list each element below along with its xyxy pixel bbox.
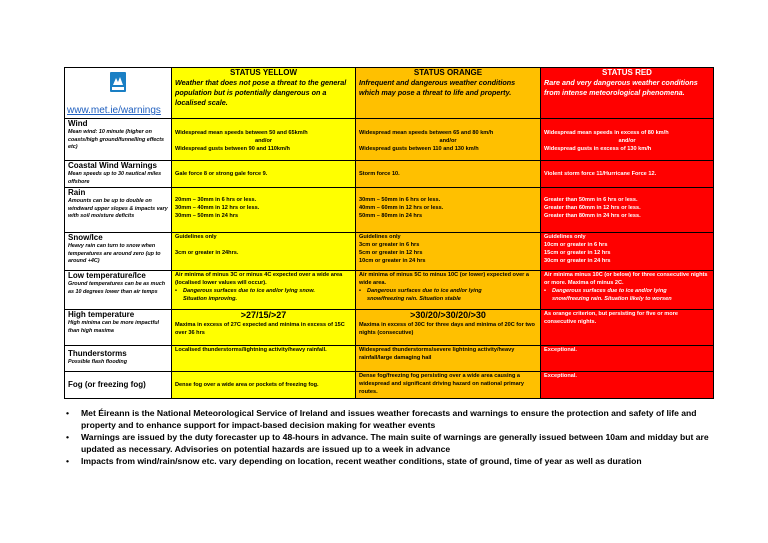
criteria-line: Widespread mean speeds between 65 and 80 km/h (359, 130, 494, 136)
wind-category (65, 119, 172, 161)
criteria-line: Gale force 8 or strong gale force 9. (175, 171, 268, 177)
fog-row (65, 372, 714, 399)
hightemp-red (541, 310, 714, 346)
snow-orange (356, 233, 541, 271)
header-orange (356, 68, 541, 119)
criteria-line: Greater than 80mm in 24 hrs or less. (544, 213, 641, 219)
criteria-line: and/or (618, 138, 636, 144)
criteria-line: 5cm or greater in 12 hrs (359, 250, 423, 256)
rain-orange (356, 188, 541, 233)
logo-cell (65, 68, 172, 119)
wind-row (65, 119, 714, 161)
criteria-line: Air minima of minus 3C or minus 4C expected over a wide area (localised lower values will occur). (175, 272, 343, 286)
category-title: Thunderstorms (68, 349, 127, 358)
rain-category (65, 188, 172, 233)
criteria-line: Widespread mean speeds in excess of 80 km/h (544, 130, 669, 136)
criteria-line: 10cm or greater in 6 hrs (544, 242, 608, 248)
status-red-desc: Rare and very dangerous weather conditions from intense meteorological phenomena. (544, 78, 698, 97)
criteria-line: Widespread gusts in excess of 130 km/h (544, 146, 652, 152)
category-subtitle: Heavy rain can turn to snow when temperatures are around zero (up to around +4C) (68, 243, 161, 264)
category-title: Low temperature/Ice (68, 271, 146, 280)
wind-yellow (172, 119, 356, 161)
thunder-red (541, 346, 714, 372)
fog-yellow (172, 372, 356, 399)
hightemp-row (65, 310, 714, 346)
criteria-line: 3cm or greater in 6 hrs (359, 242, 420, 248)
threshold-figure: >27/15/>27 (240, 310, 287, 320)
category-subtitle: Mean wind: 10 minute (higher on coasts/high ground/funnelling effects etc) (68, 129, 165, 150)
criteria-line: Dense fog/freezing fog persisting over a wide area causing a widespread and significant driving hazard on national primary routes. (359, 373, 525, 395)
threshold-figure: >30/20/>30/20/>30 (410, 310, 486, 320)
lowtemp-red (541, 271, 714, 310)
criteria-line: Widespread mean speeds between 50 and 65km/h (175, 130, 308, 136)
criteria-line: Widespread gusts between 90 and 110km/h (175, 146, 290, 152)
criteria-line: Air minima minus 10C (or below) for three consecutive nights or more. Maxima of minus 2C. (544, 272, 708, 286)
lowtemp-row (65, 271, 714, 310)
thunder-yellow (172, 346, 356, 372)
thunder-row (65, 346, 714, 372)
lowtemp-category (65, 271, 172, 310)
fog-category (65, 372, 172, 399)
criteria-line: Localised thunderstorms/lightning activity/heavy rainfall. (175, 347, 327, 353)
thunder-category (65, 346, 172, 372)
criteria-bullet-cont: Situation improving. (183, 296, 238, 302)
criteria-bullet-cont: snow/freezing rain. Situation likely to worsen (552, 296, 672, 302)
criteria-line: 50mm – 80mm in 24 hrs (359, 213, 423, 219)
snow-red (541, 233, 714, 271)
fog-red (541, 372, 714, 399)
criteria-line: 30mm – 40mm in 12 hrs or less. (175, 205, 260, 211)
category-title: Snow/Ice (68, 233, 103, 242)
criteria-line: Exceptional. (544, 347, 577, 353)
coastal-orange (356, 161, 541, 188)
status-red-title: STATUS RED (602, 68, 652, 77)
criteria-line: Guidelines only (544, 234, 586, 240)
met-eireann-logo-icon (109, 71, 127, 93)
category-title: Rain (68, 188, 86, 197)
criteria-line: Violent storm force 11/Hurricane Force 12. (544, 171, 657, 177)
criteria-line: Greater than 60mm in 12 hrs or less. (544, 205, 641, 211)
criteria-line: Air minima of minus 5C to minus 10C (or lower) expected over a wide area. (359, 272, 530, 286)
criteria-line: Widespread gusts between 110 and 130 km/h (359, 146, 479, 152)
criteria-line: and/or (439, 138, 457, 144)
criteria-line: Storm force 10. (359, 171, 400, 177)
criteria-line: Guidelines only (359, 234, 401, 240)
criteria-line: 40mm – 60mm in 12 hrs or less. (359, 205, 444, 211)
category-subtitle: Ground temperatures can be as much as 10 degrees lower than air temps (68, 281, 166, 295)
coastal-category (65, 161, 172, 188)
hightemp-orange (356, 310, 541, 346)
criteria-line: Dense fog over a wide area or pockets of freezing fog. (175, 382, 319, 388)
criteria-line: 30mm – 50mm in 24 hrs (175, 213, 239, 219)
criteria-line: 30mm – 50mm in 6 hrs or less. (359, 197, 441, 203)
status-yellow-desc: Weather that does not pose a threat to the general population but is potentially dangerous on a localised scale. (175, 78, 347, 107)
criteria-line: Greater than 50mm in 6 hrs or less. (544, 197, 638, 203)
criteria-bullet: • Dangerous surfaces due to ice and/or lying (359, 287, 537, 295)
lowtemp-yellow (172, 271, 356, 310)
wind-orange (356, 119, 541, 161)
criteria-line: As orange criterion, but persisting for five or more consecutive nights. (544, 311, 678, 325)
met-warnings-link[interactable]: www.met.ie/warnings (67, 105, 161, 116)
criteria-line: 3cm or greater in 24hrs. (175, 250, 239, 256)
criteria-bullet: • Dangerous surfaces due to ice and/or lying (544, 287, 710, 295)
criteria-line: Guidelines only (175, 234, 217, 240)
criteria-bullet: • Dangerous surfaces due to ice and/or lying snow. (175, 287, 352, 295)
category-subtitle: Amounts can be up to double on windward upper slopes & impacts vary with soil moisture deficits (68, 198, 168, 219)
note-item: • Impacts from wind/rain/snow etc. vary depending on location, recent weather conditions, state of ground, time of year as well as duration (64, 455, 714, 467)
criteria-line: and/or (254, 138, 273, 144)
notes-list (64, 407, 714, 467)
coastal-yellow (172, 161, 356, 188)
category-subtitle: Possible flash flooding (68, 359, 128, 365)
snow-yellow (172, 233, 356, 271)
header-yellow (172, 68, 356, 119)
criteria-bullet-cont: snow/freezing rain. Situation stable (367, 296, 461, 302)
category-title: Wind (68, 119, 88, 128)
category-title: Fog (or freezing fog) (68, 380, 146, 389)
note-item: • Met Éireann is the National Meteorological Service of Ireland and issues weather forecasts and warnings to ensure the protection and safety of life and property and to enhance support for impact-based decision making for weather events (64, 407, 714, 431)
rain-red (541, 188, 714, 233)
status-orange-desc: Infrequent and dangerous weather conditions which may pose a threat to life and property. (359, 78, 516, 97)
criteria-line: Maxima in excess of 30C for three days and minima of 20C for two nights (consecutive) (359, 322, 535, 336)
hightemp-yellow (172, 310, 356, 346)
rain-yellow (172, 188, 356, 233)
criteria-line: 10cm or greater in 24 hrs (359, 258, 426, 264)
fog-orange (356, 372, 541, 399)
hightemp-category (65, 310, 172, 346)
rain-row (65, 188, 714, 233)
coastal-red (541, 161, 714, 188)
criteria-line: Maxima in excess of 27C expected and minima in excess of 15C over 36 hrs (175, 322, 345, 336)
criteria-line: 15cm or greater in 12 hrs (544, 250, 611, 256)
criteria-line: 30cm or greater in 24 hrs (544, 258, 611, 264)
note-item: • Warnings are issued by the duty forecaster up to 48-hours in advance. The main suite of warnings are generally issued between 10am and midday but are updated as necessary. Advisories on potential hazards are issued up to a week in advance (64, 431, 714, 455)
status-yellow-title: STATUS YELLOW (229, 68, 298, 77)
category-title: Coastal Wind Warnings (68, 161, 157, 170)
wind-red (541, 119, 714, 161)
header-red (541, 68, 714, 119)
category-title: High temperature (68, 310, 135, 319)
snow-row (65, 233, 714, 271)
lowtemp-orange (356, 271, 541, 310)
header-row (65, 68, 714, 119)
thunder-orange (356, 346, 541, 372)
snow-category (65, 233, 172, 271)
category-subtitle: High minima can be more impactful than high maxima (68, 320, 160, 334)
coastal-row (65, 161, 714, 188)
category-subtitle: Mean speeds up to 30 nautical miles offshore (68, 171, 162, 185)
criteria-line: Widespread thunderstorms/severe lightning activity/heavy rainfall/large damaging hail (359, 347, 515, 361)
status-orange-title: STATUS ORANGE (413, 68, 483, 77)
criteria-line: Exceptional. (544, 373, 577, 379)
criteria-line: 20mm – 30mm in 6 hrs or less. (175, 197, 257, 203)
warning-criteria-table (64, 67, 714, 399)
